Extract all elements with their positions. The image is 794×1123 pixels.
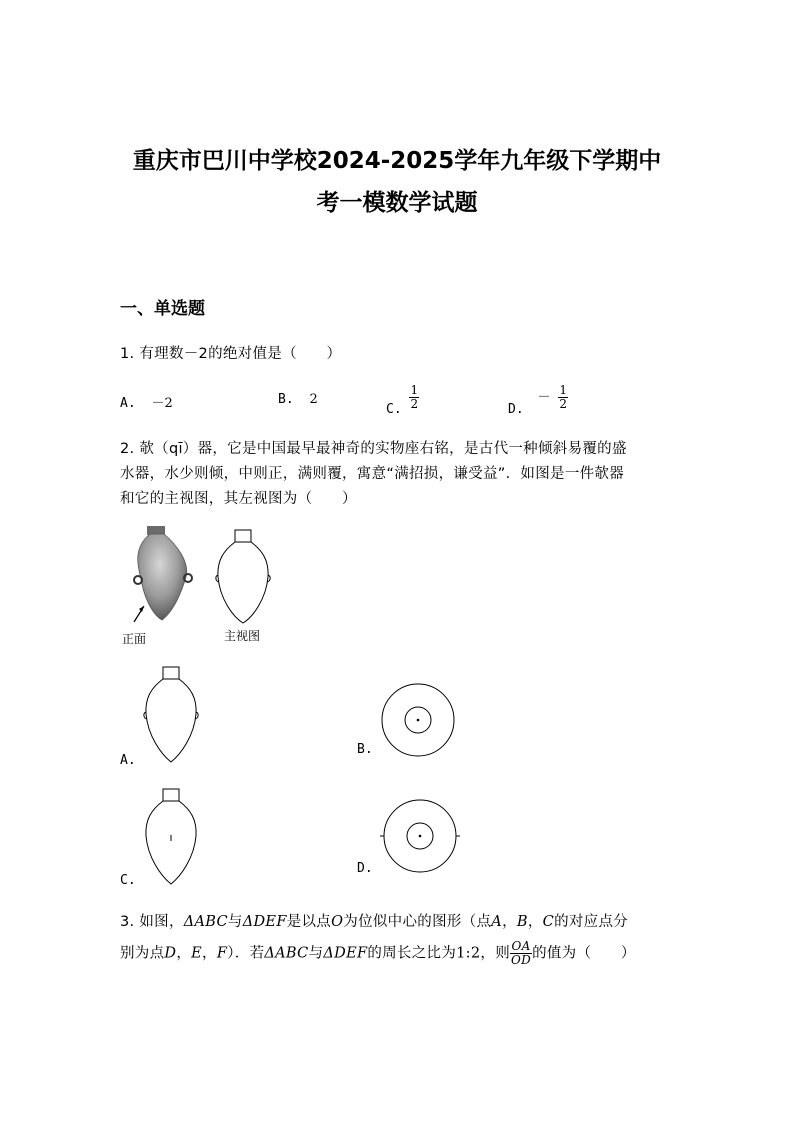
arrow-head <box>139 606 144 612</box>
q3-text: 是以点 <box>286 914 332 930</box>
q1-option-d <box>508 384 568 417</box>
q2-option-a-label: A. <box>120 753 136 768</box>
q2-option-c-label: C. <box>120 873 136 888</box>
option-fraction <box>409 384 419 411</box>
q3-text: ， <box>202 945 217 962</box>
q3-text: 为位似中心的图形（点 <box>343 914 492 930</box>
q2-option-a-drawing <box>143 666 203 766</box>
question-1-stem: 1. 有理数－2的绝对值是（ ） <box>120 346 342 362</box>
q3-text: ， <box>502 914 517 930</box>
option-fraction <box>558 384 568 411</box>
question-3-line2 <box>120 940 636 967</box>
triangle-abc: ΔABC <box>264 945 309 962</box>
q3-text: 与 <box>308 945 324 962</box>
point-e: E <box>191 945 203 962</box>
ratio-value: 1:2 <box>456 945 481 962</box>
option-label: D. <box>508 402 524 417</box>
q1-option-a <box>120 392 173 411</box>
question-2-stem-line3: 和它的主视图，其左视图为（ ） <box>120 491 357 507</box>
vessel-body <box>138 534 187 620</box>
fraction-numerator: OA <box>511 939 531 953</box>
q3-text: 的周长之比为 <box>367 945 457 962</box>
fraction-denominator: 2 <box>410 397 419 411</box>
point-f: F <box>216 945 228 962</box>
q2-option-c-drawing <box>143 788 203 888</box>
fraction-denominator: OD <box>511 953 532 967</box>
option-sign: － <box>537 390 551 405</box>
q3-text: 的值为（ ） <box>532 945 636 962</box>
page-title-line1: 重庆市巴川中学校2024-2025学年九年级下学期中 <box>132 148 662 174</box>
q3-text: ，则 <box>480 945 510 962</box>
question-2-stem-line1: 2. 欹（qī）器，它是中国最早最神奇的实物座右铭，是古代一种倾斜易覆的盛 <box>120 441 627 457</box>
q3-text: ， <box>176 945 192 962</box>
question-2-stem-line2: 水器，水少则倾，中则正，满则覆，寓意“满招损，谦受益”．如图是一件欹器 <box>120 466 625 482</box>
q1-option-b <box>278 392 318 407</box>
point-b: B <box>516 914 528 930</box>
point-c: C <box>542 914 555 930</box>
fraction-numerator: 1 <box>410 383 419 397</box>
q3-text: ）．若 <box>227 945 265 962</box>
page-title-line2: 考一模数学试题 <box>316 190 478 216</box>
ratio-fraction <box>510 940 532 967</box>
q1-option-c <box>386 384 419 417</box>
q2-option-b-label: B. <box>357 742 373 757</box>
q3-text: 与 <box>227 914 243 930</box>
point-a: A <box>491 914 503 930</box>
triangle-def: ΔDEF <box>242 914 287 930</box>
q2-option-d-label: D. <box>357 861 373 876</box>
q3-text: 别为点 <box>120 945 165 962</box>
q2-option-b-drawing <box>380 682 456 758</box>
q2-option-d-drawing <box>380 798 460 874</box>
section-heading: 一、单选题 <box>120 299 205 319</box>
front-view-caption: 主视图 <box>224 629 261 643</box>
q3-text: 的对应点分 <box>554 914 629 930</box>
triangle-def: ΔDEF <box>323 945 368 962</box>
q3-text: 3. 如图， <box>120 914 184 930</box>
photo-caption: 正面 <box>122 632 147 646</box>
q3-text: ， <box>527 914 543 930</box>
option-value: 2 <box>309 392 318 407</box>
vessel-photo <box>120 522 200 627</box>
option-value: －2 <box>151 396 173 411</box>
front-view-drawing <box>215 529 275 629</box>
option-label: B. <box>278 392 294 407</box>
point-o: O <box>331 914 344 930</box>
point-d: D <box>164 945 177 962</box>
option-label: C. <box>386 402 402 417</box>
question-3-line1 <box>120 910 628 931</box>
fraction-numerator: 1 <box>559 383 567 397</box>
fraction-denominator: 2 <box>559 397 567 411</box>
triangle-abc: ΔABC <box>183 914 228 930</box>
option-label: A. <box>120 396 136 411</box>
